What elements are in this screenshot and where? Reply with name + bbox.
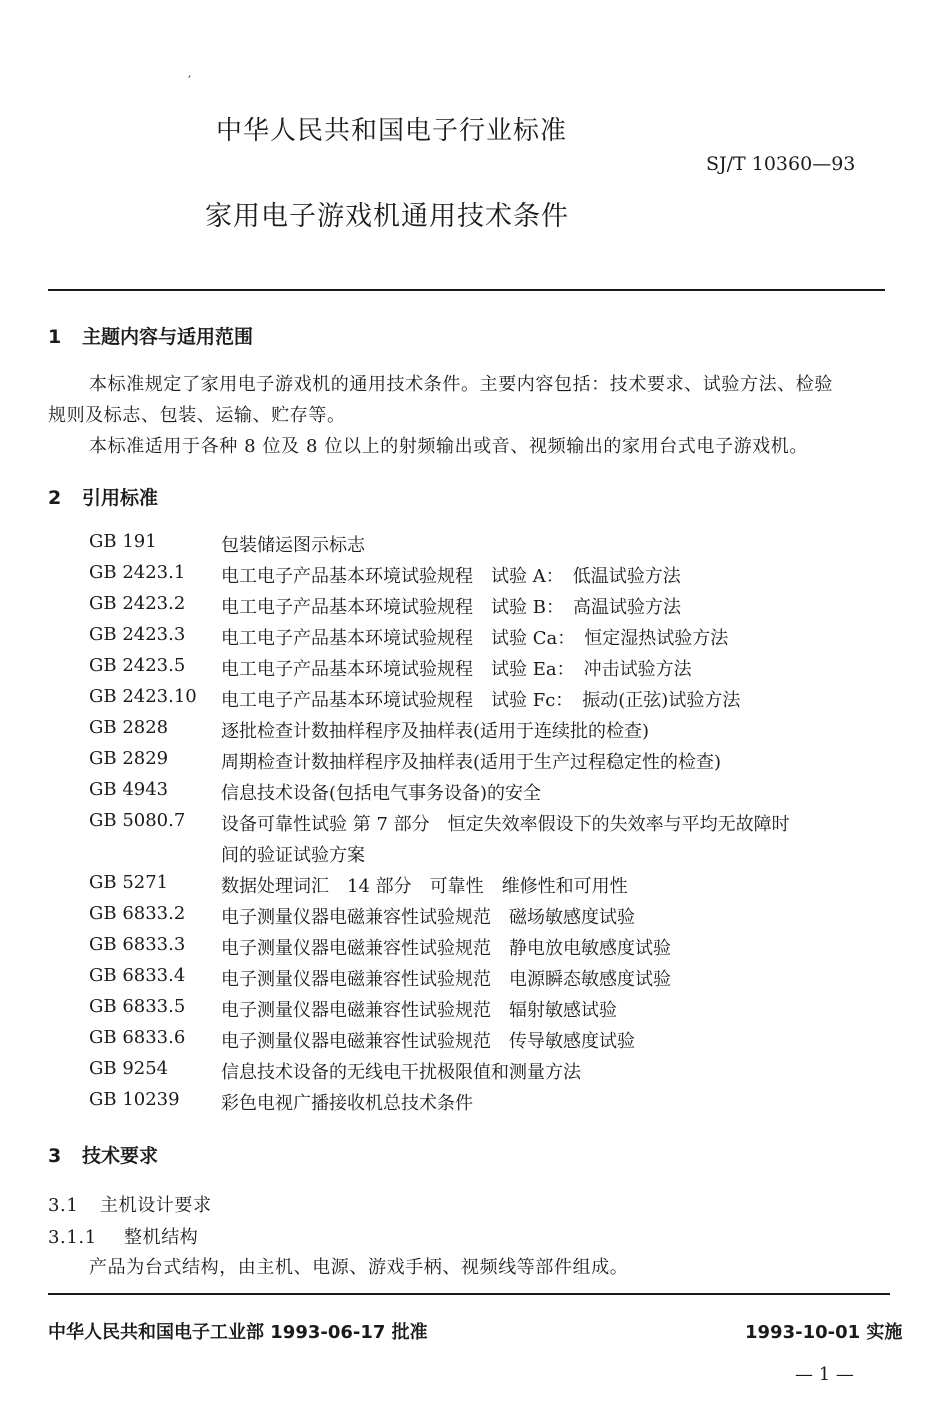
subsection-title: 主机设计要求	[100, 1195, 212, 1216]
reference-title: 电子测量仪器电磁兼容性试验规范 静电放电敏感度试验	[221, 938, 671, 959]
standard-code: SJ/T 10360—93	[706, 153, 856, 175]
reference-code: GB 6833.2	[89, 903, 186, 924]
reference-code: GB 5271	[89, 872, 169, 893]
subsection-3-1-1-text: 产品为台式结构，由主机、电源、游戏手柄、视频线等部件组成。	[89, 1257, 629, 1278]
reference-title: 电工电子产品基本环境试验规程 试验 A： 低温试验方法	[221, 566, 681, 587]
header-divider	[48, 289, 885, 291]
reference-code: GB 5080.7	[89, 810, 186, 831]
reference-code: GB 10239	[89, 1089, 180, 1110]
reference-code: GB 2423.1	[89, 562, 186, 583]
reference-code: GB 6833.5	[89, 996, 186, 1017]
section-title: 主题内容与适用范围	[82, 326, 254, 348]
reference-title: 包装储运图示标志	[221, 535, 365, 556]
reference-title: 电工电子产品基本环境试验规程 试验 Ca： 恒定湿热试验方法	[221, 628, 729, 649]
implementation-date: 1993-10-01 实施	[745, 1322, 903, 1343]
reference-title: 设备可靠性试验 第 7 部分 恒定失效率假设下的失效率与平均无故障时	[221, 814, 790, 835]
reference-title: 周期检查计数抽样程序及抽样表(适用于生产过程稳定性的检查)	[221, 752, 722, 773]
reference-code: GB 2423.10	[89, 686, 197, 707]
section-title: 引用标准	[82, 487, 159, 509]
approval-note: 中华人民共和国电子工业部 1993-06-17 批准	[48, 1322, 428, 1343]
subsection-title: 整机结构	[124, 1227, 199, 1248]
reference-code: GB 2423.5	[89, 655, 186, 676]
section-number: 3	[48, 1145, 62, 1167]
reference-title: 电子测量仪器电磁兼容性试验规范 电源瞬态敏感度试验	[221, 969, 671, 990]
reference-title: 电子测量仪器电磁兼容性试验规范 磁场敏感度试验	[221, 907, 635, 928]
reference-title: 信息技术设备的无线电干扰极限值和测量方法	[221, 1062, 581, 1083]
section-number: 1	[48, 326, 62, 348]
reference-code: GB 6833.4	[89, 965, 186, 986]
reference-code: GB 191	[89, 531, 157, 552]
section-1-heading	[48, 322, 253, 349]
reference-title: 电工电子产品基本环境试验规程 试验 Fc： 振动(正弦)试验方法	[221, 690, 741, 711]
section-1-paragraph-line-2: 规则及标志、包装、运输、贮存等。	[48, 405, 346, 426]
reference-title: 彩色电视广播接收机总技术条件	[221, 1093, 473, 1114]
reference-title: 电子测量仪器电磁兼容性试验规范 辐射敏感试验	[221, 1000, 617, 1021]
section-title: 技术要求	[82, 1145, 159, 1167]
reference-title: 电工电子产品基本环境试验规程 试验 Ea： 冲击试验方法	[221, 659, 692, 680]
reference-title: 电工电子产品基本环境试验规程 试验 B： 高温试验方法	[221, 597, 681, 618]
subsection-3-1-1-heading	[48, 1223, 198, 1249]
reference-title-continuation: 间的验证试验方案	[221, 845, 365, 866]
footer-divider	[48, 1293, 890, 1295]
page-number: — 1 —	[795, 1364, 854, 1385]
reference-code: GB 2829	[89, 748, 169, 769]
section-1-paragraph-line-1: 本标准规定了家用电子游戏机的通用技术条件。主要内容包括：技术要求、试验方法、检验	[89, 374, 833, 395]
section-1-paragraph-2: 本标准适用于各种 8 位及 8 位以上的射频输出或音、视频输出的家用台式电子游戏机。	[89, 436, 808, 457]
reference-code: GB 6833.3	[89, 934, 186, 955]
reference-code: GB 2423.3	[89, 624, 186, 645]
reference-title: 电子测量仪器电磁兼容性试验规范 传导敏感度试验	[221, 1031, 635, 1052]
subsection-number: 3.1	[48, 1195, 79, 1216]
scan-mark: ′	[188, 74, 192, 90]
section-number: 2	[48, 487, 62, 509]
section-3-heading	[48, 1141, 158, 1168]
document-title: 家用电子游戏机通用技术条件	[205, 201, 569, 232]
organization-title: 中华人民共和国电子行业标准	[216, 116, 568, 146]
reference-code: GB 9254	[89, 1058, 169, 1079]
reference-code: GB 4943	[89, 779, 169, 800]
reference-code: GB 2828	[89, 717, 169, 738]
subsection-3-1-heading	[48, 1191, 212, 1217]
reference-title: 信息技术设备(包括电气事务设备)的安全	[221, 783, 542, 804]
reference-title: 逐批检查计数抽样程序及抽样表(适用于连续批的检查)	[221, 721, 650, 742]
reference-title: 数据处理词汇 14 部分 可靠性 维修性和可用性	[221, 876, 628, 897]
reference-code: GB 6833.6	[89, 1027, 186, 1048]
subsection-number: 3.1.1	[48, 1227, 97, 1248]
reference-code: GB 2423.2	[89, 593, 186, 614]
section-2-heading	[48, 483, 158, 510]
